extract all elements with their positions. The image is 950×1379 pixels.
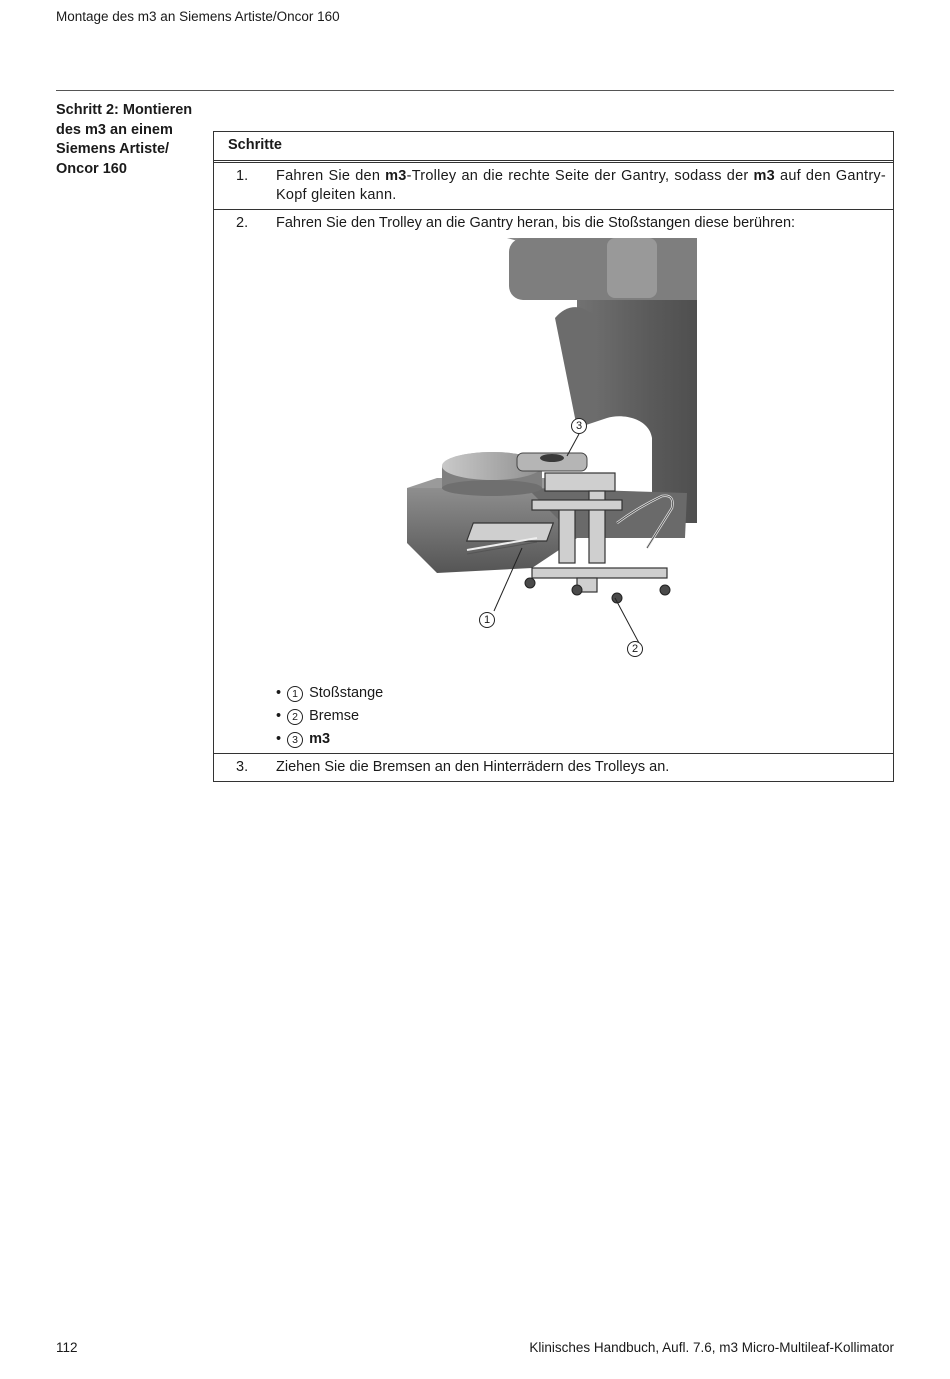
figure-legend	[276, 682, 886, 751]
legend-label: Stoßstange	[309, 685, 384, 701]
product-name: m3	[385, 168, 407, 184]
legend-item-2	[276, 705, 886, 728]
legend-label: m3	[309, 731, 331, 747]
step-content	[276, 210, 893, 753]
bullet: •	[276, 708, 282, 724]
legend-label: Bremse	[309, 708, 360, 724]
header-rule	[56, 90, 894, 91]
page-number: 112	[56, 1340, 78, 1355]
illustration-svg	[277, 238, 697, 666]
step-row-2	[214, 210, 893, 754]
step-text: Ziehen Sie die Bremsen an den Hinterrädern des Trolleys an.	[276, 759, 670, 775]
publication-footer: Klinisches Handbuch, Aufl. 7.6, m3 Micro-Multileaf-Kollimator	[529, 1340, 894, 1355]
callout-1-label: 1	[483, 614, 491, 626]
legend-item-3	[276, 728, 886, 751]
bullet: •	[276, 685, 282, 701]
callout-number: 2	[287, 709, 303, 725]
section-heading: Schritt 2: Montieren des m3 an einem Siemens Artiste/ Oncor 160	[56, 102, 193, 177]
product-name: m3	[753, 168, 775, 184]
step-number: 3.	[236, 759, 249, 775]
step-number: 1.	[236, 168, 249, 184]
callout-2-label: 2	[631, 643, 639, 655]
step-text: Fahren Sie den m3-Trolley an die rechte Seite der Gantry, sodass der m3 auf den Gantry-Kopf gleiten kann.	[276, 168, 886, 203]
callout-number: 3	[287, 732, 303, 748]
step-row-3	[214, 754, 893, 781]
running-header: Montage des m3 an Siemens Artiste/Oncor 160	[56, 9, 340, 24]
step-number: 2.	[236, 215, 249, 231]
steps-table	[213, 131, 894, 782]
bullet: •	[276, 731, 282, 747]
callout-number: 1	[287, 686, 303, 702]
callout-3-label: 3	[575, 420, 583, 432]
step-row-1	[214, 163, 893, 210]
table-column-header: Schritte	[228, 137, 282, 153]
gantry-trolley-illustration	[277, 238, 697, 666]
legend-item-1	[276, 682, 886, 705]
step-text: Fahren Sie den Trolley an die Gantry heran, bis die Stoßstangen diese berühren:	[276, 215, 796, 231]
